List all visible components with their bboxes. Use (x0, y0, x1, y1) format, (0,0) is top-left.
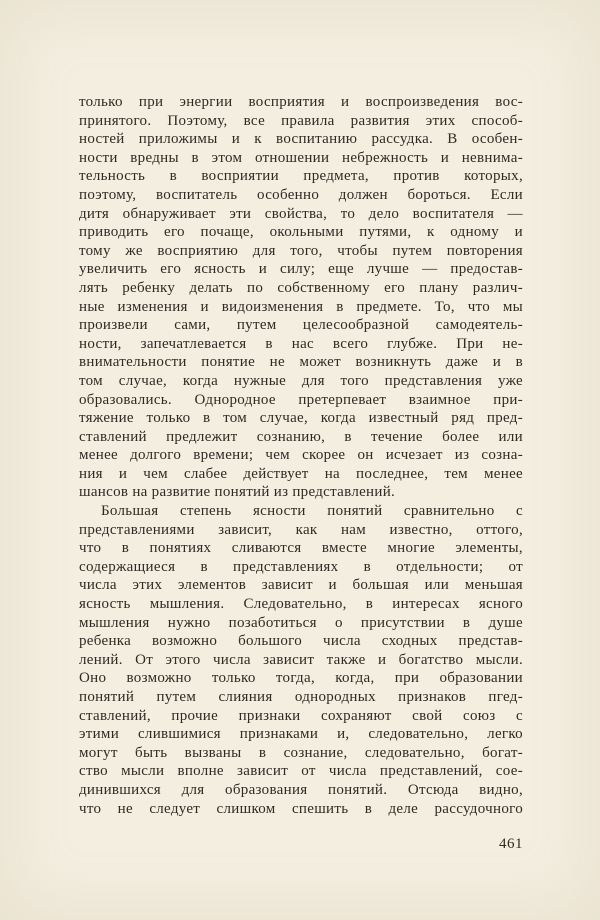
text-line: мышления нужно позаботиться о присутствии в душе (79, 614, 523, 631)
text-line: менее долгого времени; чем скорее он исчезает из созна- (79, 447, 523, 464)
text-line: тяжение только в том случае, когда известный ряд пред- (79, 410, 523, 427)
text-line: ные изменения и видоизменения в предмете. То, что мы (79, 298, 523, 315)
text-line-paragraph-start: Большая степень ясности понятий сравнительно с (101, 503, 523, 520)
text-line: ство мысли вполне зависит от числа представлений, сое- (79, 763, 523, 780)
text-line: внимательности понятие не может возникнуть даже и в (79, 354, 523, 371)
text-line: образовались. Однородное претерпевает взаимное при- (79, 391, 523, 408)
text-line: принятого. Поэтому, все правила развития этих способ- (79, 112, 523, 129)
text-line: ребенка возможно большого числа сходных представ- (79, 633, 523, 650)
text-line: ности вредны в этом отношении небрежность и невнима- (79, 149, 523, 166)
text-line: ставлений, прочие признаки сохраняют свой союз с (79, 707, 523, 724)
text-line: только при энергии восприятия и воспроизведения вос- (79, 94, 523, 110)
text-line: что не следует слишком спешить в деле рассудочного (79, 800, 523, 817)
text-line: Оно возможно только тогда, когда, при образовании (79, 670, 523, 687)
text-line: представлениями зависит, как нам известно, оттого, (79, 521, 523, 538)
text-line: лять ребенку делать по собственному его плану различ- (79, 279, 523, 296)
text-line: поэтому, воспитатель особенно должен бороться. Если (79, 186, 523, 203)
text-line: могут быть вызваны в сознание, следовательно, богат- (79, 744, 523, 761)
text-line: ния и чем слабее действует на последнее, тем менее (79, 465, 523, 482)
page-number: 461 (499, 836, 523, 852)
text-line: приводить его почаще, окольными путями, к одному и (79, 224, 523, 241)
text-line: этими слившимися признаками и, следовательно, легко (79, 726, 523, 743)
text-line: лений. От этого числа зависит также и богатство мысли. (79, 651, 523, 668)
text-line: содержащиеся в представлениях в отдельности; от (79, 558, 523, 575)
text-line: шансов на развитие понятий из представлений. (79, 484, 396, 501)
text-line: увеличить его ясность и силу; еще лучше — предостав- (79, 261, 523, 278)
text-line: произвели сами, путем целесообразной самодеятель- (79, 317, 523, 334)
text-line: что в понятиях сливаются вместе многие элементы, (79, 540, 523, 557)
text-line: ясность мышления. Следовательно, в интересах ясного (79, 596, 523, 613)
text-line: понятий путем слияния однородных признаков пгед- (79, 689, 523, 705)
text-line: ставлений предлежит сознанию, в течение более или (79, 428, 523, 445)
text-line: ностей приложимы и к воспитанию рассудка. В особен- (79, 131, 523, 148)
text-line: ности, запечатлевается в нас всего глубже. При не- (79, 335, 523, 352)
text-line: дитя обнаруживает эти свойства, то дело воспитателя — (79, 205, 523, 222)
text-line: числа этих элементов зависит и большая или меньшая (79, 577, 523, 594)
page-text (79, 93, 523, 818)
text-line: тому же восприятию для того, чтобы путем повторения (79, 242, 523, 259)
text-line: динившихся для образования понятий. Отсюда видно, (79, 781, 523, 798)
text-line: тельность в восприятии предмета, против которых, (79, 168, 523, 185)
text-line: том случае, когда нужные для того представления уже (79, 372, 523, 389)
